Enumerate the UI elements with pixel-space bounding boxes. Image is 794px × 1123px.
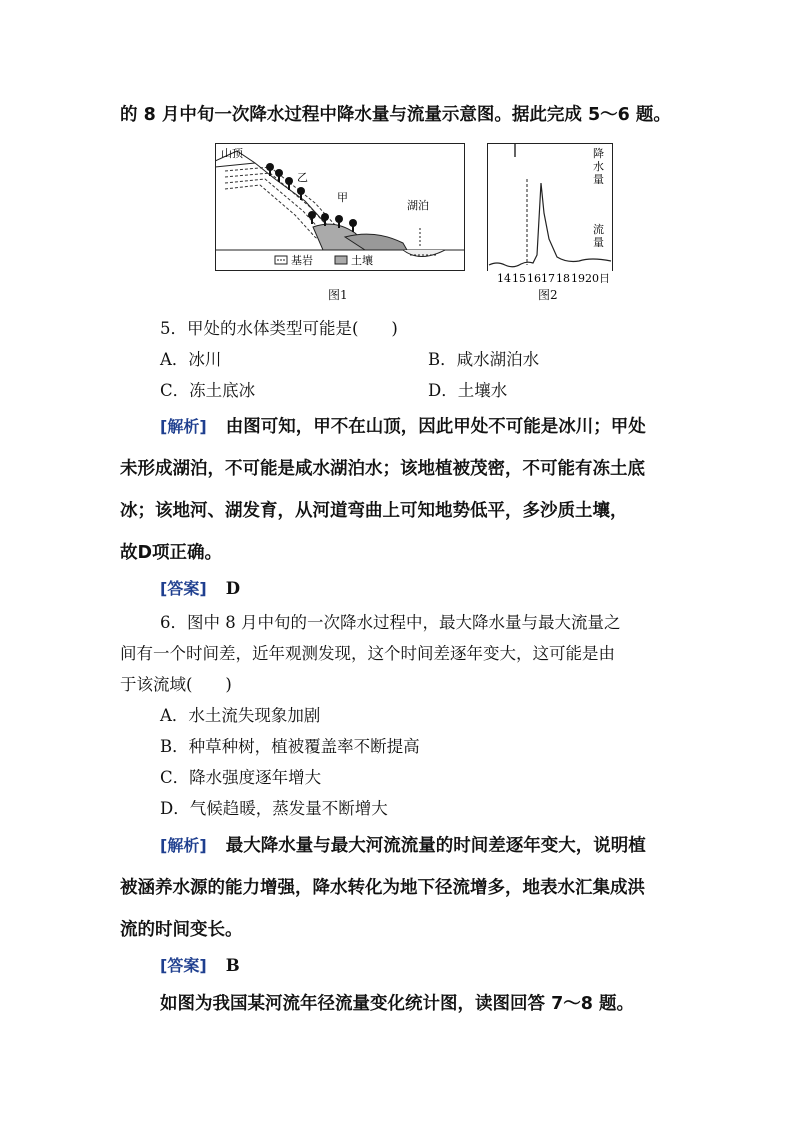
x-tick-20: 20	[585, 272, 599, 283]
label-yi: 乙	[297, 171, 308, 184]
q5-option-a: A．冰川	[160, 350, 222, 369]
label-jia: 甲	[337, 191, 348, 204]
x-tick-17: 17	[541, 272, 555, 283]
q5-analysis-line-1	[160, 413, 646, 438]
x-tick-18: 18	[556, 272, 570, 283]
flow-char-2: 量	[593, 236, 604, 249]
precip-char-3: 量	[593, 173, 604, 186]
q6-stem-1: 6．图中 8 月中旬的一次降水过程中，最大降水量与最大流量之	[160, 613, 621, 632]
q6-analysis-text-3: 流的时间变长。	[120, 920, 243, 940]
q6-answer-line	[160, 953, 240, 976]
precip-char-2: 水	[593, 160, 604, 173]
x-tick-19: 19	[571, 272, 585, 283]
q5-option-b: B．咸水湖泊水	[428, 350, 540, 369]
q5-answer: D	[225, 579, 241, 598]
q6-option-b: B．种草种树，植被覆盖率不断提高	[160, 737, 420, 756]
q6-option-c: C．降水强度逐年增大	[160, 768, 322, 787]
figure-1-caption: 图1	[328, 288, 348, 302]
q6-answer: B	[225, 956, 240, 975]
figure-1-diagram	[215, 143, 465, 271]
q6-answer-tag: [答案]	[160, 956, 207, 975]
q6-option-d: D．气候趋暖，蒸发量不断增大	[160, 799, 388, 818]
next-section-intro: 如图为我国某河流年径流量变化统计图，读图回答 7～8 题。	[160, 994, 635, 1014]
q6-analysis-line-1	[160, 832, 646, 857]
q5-analysis-text-3: 冰；该地河、湖发育，从河道弯曲上可知地势低平，多沙质土壤，	[120, 501, 628, 521]
q5-analysis-tag: [解析]	[160, 417, 207, 436]
figure-2-caption: 图2	[538, 288, 558, 302]
q5-option-c: C．冻土底冰	[160, 381, 256, 400]
q6-analysis-text-2: 被涵养水源的能力增强，降水转化为地下径流增多，地表水汇集成洪	[120, 878, 645, 898]
q6-option-a: A．水土流失现象加剧	[160, 706, 321, 725]
q6-stem-2: 间有一个时间差，近年观测发现，这个时间差逐年变大，这可能是由	[120, 644, 615, 663]
figure-2-chart	[487, 143, 613, 283]
precip-char-1: 降	[593, 147, 604, 160]
label-lake: 湖泊	[407, 199, 429, 212]
x-tick-15: 15	[512, 272, 526, 283]
q5-analysis-text-2: 未形成湖泊，不可能是咸水湖泊水；该地植被茂密，不可能有冻土底	[120, 459, 645, 479]
q6-stem-3: 于该流域( )	[120, 675, 232, 694]
x-tick-14: 14	[497, 272, 511, 283]
q5-answer-tag: [答案]	[160, 579, 207, 598]
legend-soil-swatch	[335, 256, 347, 264]
x-tick-16: 16	[527, 272, 541, 283]
flow-char-1: 流	[593, 223, 604, 236]
legend-soil-label: 土壤	[351, 254, 373, 267]
intro-text: 的 8 月中旬一次降水过程中降水量与流量示意图。据此完成 5～6 题。	[120, 105, 671, 125]
q6-analysis-text-1: 最大降水量与最大河流流量的时间差逐年变大，说明植	[225, 836, 646, 856]
q5-analysis-text-4: 故D项正确。	[120, 543, 223, 563]
q5-option-d: D．土壤水	[428, 381, 508, 400]
label-peak: 山顶	[221, 147, 243, 160]
q6-analysis-tag: [解析]	[160, 836, 207, 855]
q5-analysis-text-1: 由图可知，甲不在山顶，因此甲处不可能是冰川；甲处	[225, 417, 646, 437]
x-tick-unit: 日	[599, 272, 610, 283]
q5-stem: 5．甲处的水体类型可能是( )	[160, 319, 398, 338]
q5-answer-line	[160, 576, 240, 599]
legend-rock-label: 基岩	[291, 254, 313, 267]
